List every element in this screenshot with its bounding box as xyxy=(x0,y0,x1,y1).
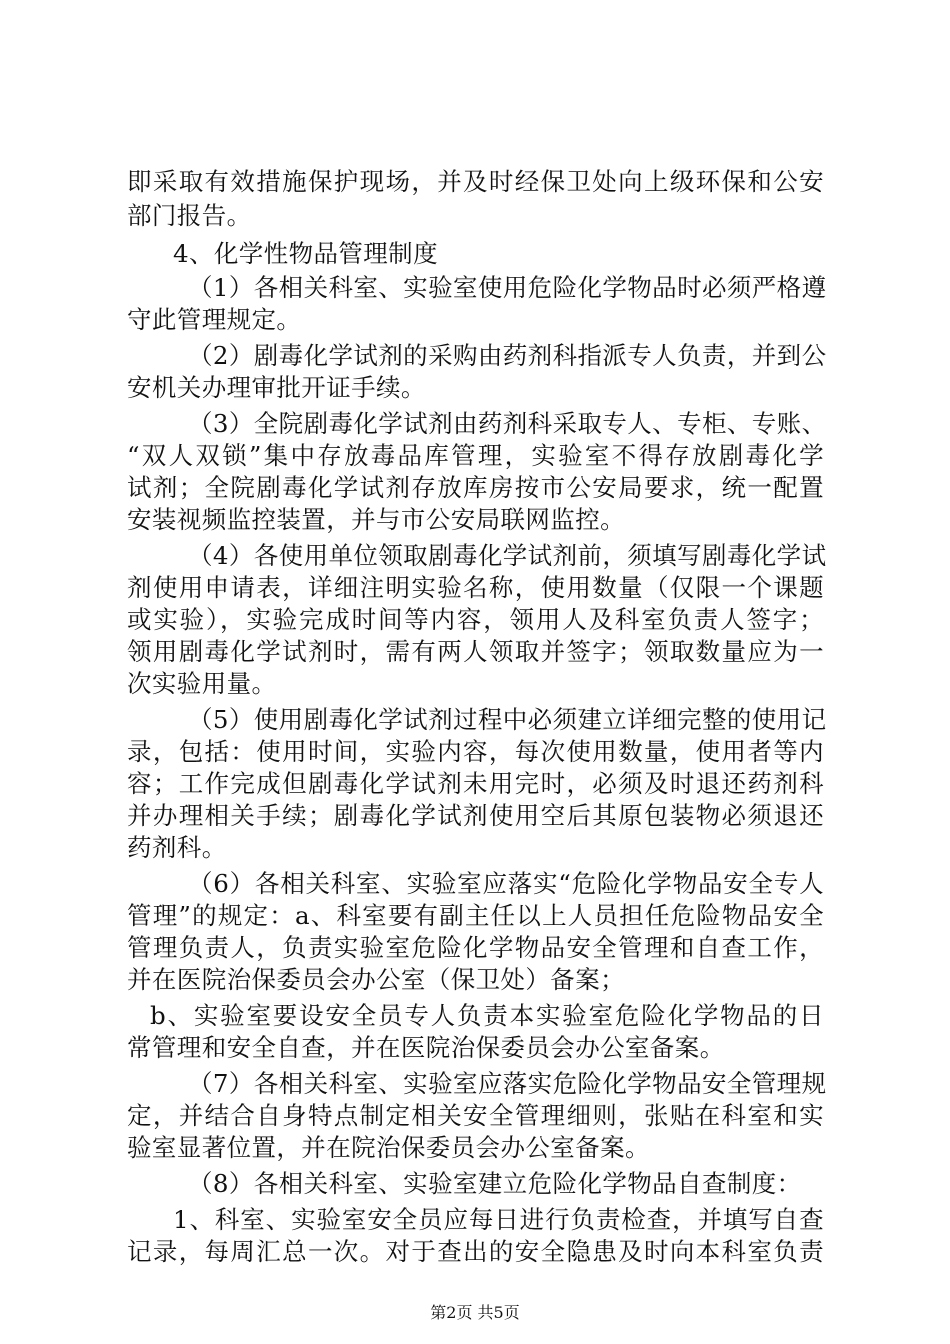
text-line: 剂使用申请表，详细注明实验名称，使用数量（仅限一个课题 xyxy=(127,573,824,602)
text-line: 试剂；全院剧毒化学试剂存放库房按市公安局要求，统一配置 xyxy=(127,473,824,502)
text-line: （1）各相关科室、实验室使用危险化学物品时必须严格遵 xyxy=(188,273,827,302)
text-line: 即采取有效措施保护现场，并及时经保卫处向上级环保和公安 xyxy=(127,167,824,196)
text-line: 记录，每周汇总一次。对于查出的安全隐患及时向本科室负责 xyxy=(127,1237,824,1266)
text-line: 管理”的规定：a、科室要有副主任以上人员担任危险物品安全 xyxy=(127,901,824,930)
text-line: 药剂科。 xyxy=(127,833,227,862)
text-line: 领用剧毒化学试剂时，需有两人领取并签字；领取数量应为一 xyxy=(127,637,824,666)
text-line: 或实验），实验完成时间等内容，领用人及科室负责人签字； xyxy=(127,605,824,634)
page-footer: 第2页 共5页 xyxy=(430,1303,520,1322)
text-line: “双人双锁”集中存放毒品库管理，实验室不得存放剧毒化学 xyxy=(127,441,824,470)
text-line: 4、化学性物品管理制度 xyxy=(173,239,438,268)
text-line: 常管理和安全自查，并在医院治保委员会办公室备案。 xyxy=(127,1033,725,1062)
text-line: 并在医院治保委员会办公室（保卫处）备案； xyxy=(127,965,625,994)
text-line: （3）全院剧毒化学试剂由药剂科采取专人、专柜、专账、 xyxy=(188,409,827,438)
text-line: （5）使用剧毒化学试剂过程中必须建立详细完整的使用记 xyxy=(188,705,827,734)
text-line: （2）剧毒化学试剂的采购由药剂科指派专人负责，并到公 xyxy=(188,341,827,370)
text-line: 录，包括：使用时间，实验内容，每次使用数量，使用者等内 xyxy=(127,737,824,766)
text-line: 安机关办理审批开证手续。 xyxy=(127,373,426,402)
text-line: （6）各相关科室、实验室应落实“危险化学物品安全专人 xyxy=(188,869,824,898)
text-line: （7）各相关科室、实验室应落实危险化学物品安全管理规 xyxy=(188,1069,827,1098)
text-line: 管理负责人，负责实验室危险化学物品安全管理和自查工作， xyxy=(127,933,824,962)
text-line: 安装视频监控装置，并与市公安局联网监控。 xyxy=(127,505,625,534)
text-line: 验室显著位置，并在院治保委员会办公室备案。 xyxy=(127,1133,650,1162)
text-line: （8）各相关科室、实验室建立危险化学物品自查制度： xyxy=(188,1169,802,1198)
text-line: 次实验用量。 xyxy=(127,669,277,698)
text-line: 1、科室、实验室安全员应每日进行负责检查，并填写自查 xyxy=(173,1205,824,1234)
text-line: 部门报告。 xyxy=(127,201,252,230)
text-line: （4）各使用单位领取剧毒化学试剂前，须填写剧毒化学试 xyxy=(188,541,827,570)
text-line: 并办理相关手续；剧毒化学试剂使用空后其原包装物必须退还 xyxy=(127,801,824,830)
text-line: 定，并结合自身特点制定相关安全管理细则，张贴在科室和实 xyxy=(127,1101,824,1130)
text-line: 守此管理规定。 xyxy=(127,305,302,334)
text-line: 容；工作完成但剧毒化学试剂未用完时，必须及时退还药剂科 xyxy=(127,769,824,798)
text-line: b、实验室要设安全员专人负责本实验室危险化学物品的日 xyxy=(150,1001,824,1030)
